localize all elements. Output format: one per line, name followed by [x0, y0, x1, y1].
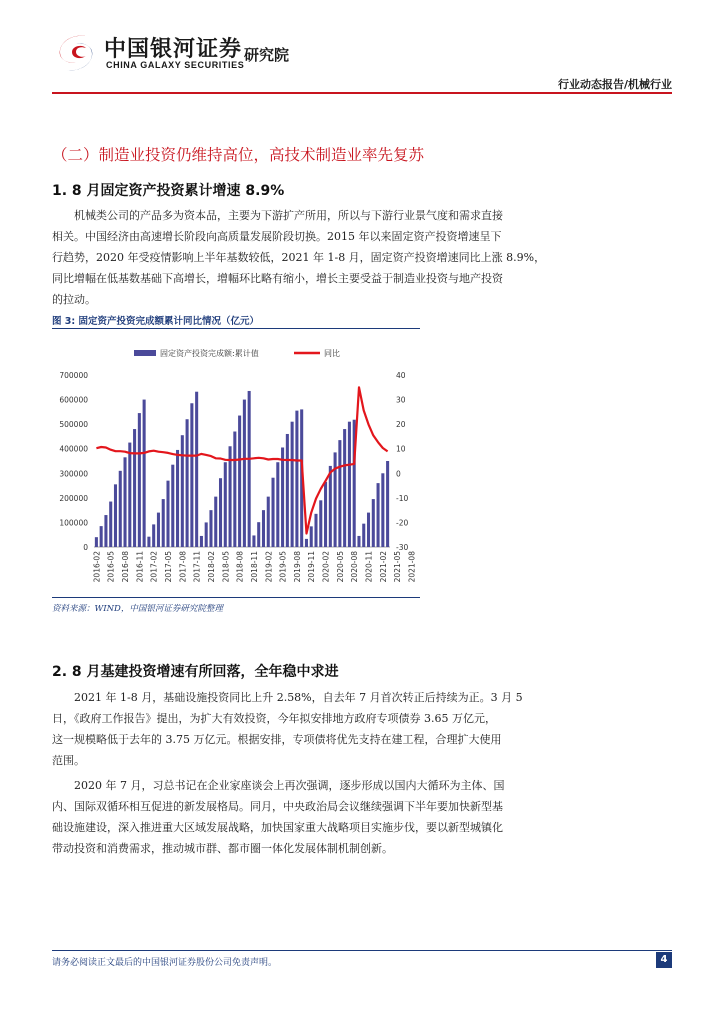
bar-mark: [343, 429, 346, 547]
bar-mark: [286, 434, 289, 547]
figure-caption-rule: [52, 328, 420, 329]
x-tick-label: 2020-08: [350, 551, 360, 583]
bar-mark: [114, 484, 117, 547]
x-tick-label: 2018-05: [221, 551, 231, 583]
bar-mark: [334, 452, 337, 547]
bar-mark: [248, 391, 251, 547]
y-right-tick-label: 10: [396, 444, 406, 454]
bar-mark: [205, 522, 208, 547]
bar-mark: [377, 483, 380, 547]
bar-mark: [233, 432, 236, 547]
bar-mark: [143, 400, 146, 547]
bar-mark: [272, 478, 275, 547]
logo-chinese-name: 中国银河证券: [104, 37, 243, 62]
bar-mark: [386, 461, 389, 547]
x-tick-label: 2019-08: [292, 551, 302, 583]
footer-rule: [52, 950, 672, 951]
text-line: 2020 年 7 月，习总书记在企业家座谈会上再次强调，逐步形成以国内大循环为主体、国: [74, 779, 505, 792]
bar-mark: [329, 466, 332, 547]
figure-caption: 图 3: 固定资产投资完成额累计同比情况（亿元）: [52, 316, 260, 327]
section-title: （二）制造业投资仍维持高位，高技术制造业率先复苏: [52, 146, 425, 164]
x-tick-label: 2020-05: [335, 551, 345, 583]
bar-mark: [190, 403, 193, 547]
bar-mark: [267, 497, 270, 547]
text-line: 相关。中国经济由高速增长阶段向高质量发展阶段切换。2015 年以来固定资产投资增速呈下: [52, 230, 502, 243]
paragraph-3: [52, 775, 672, 859]
bar-mark: [257, 522, 260, 547]
bar-mark: [171, 465, 174, 547]
bar-mark: [166, 481, 169, 547]
bar-mark: [157, 513, 160, 547]
logo-english-name: CHINA GALAXY SECURITIES: [106, 60, 245, 70]
figure-bottom-rule: [52, 597, 420, 598]
y-right-tick-label: 30: [396, 395, 406, 405]
bar-mark: [276, 462, 279, 547]
bar-mark: [357, 536, 360, 547]
x-tick-label: 2019-05: [278, 551, 288, 583]
legend-label-line: 同比: [324, 349, 340, 358]
text-line: 2021 年 1-8 月，基础设施投资同比上升 2.58%，自去年 7 月首次转正后持续为正。3 月 5: [74, 691, 523, 704]
disclaimer-note: 请务必阅读正文最后的中国银河证券股份公司免责声明。: [52, 958, 278, 968]
bar-mark: [100, 526, 103, 547]
bar-mark: [229, 446, 232, 547]
bar-mark: [147, 537, 150, 547]
x-tick-label: 2017-05: [164, 551, 173, 583]
x-tick-label: 2018-11: [249, 551, 259, 583]
bar-mark: [310, 526, 313, 547]
bar-mark: [319, 500, 322, 547]
bar-mark: [262, 510, 265, 547]
bar-mark: [104, 515, 107, 547]
subsection-title-2: 2. 8 月基建投资增速有所回落，全年稳中求进: [52, 664, 339, 680]
x-tick-label: 2016-11: [135, 551, 145, 583]
bar-mark: [138, 413, 141, 547]
text-line: 同比增幅在低基数基础下高增长，增幅环比略有缩小，增长主要受益于制造业投资与地产投资: [52, 272, 503, 285]
institute-label: 研究院: [244, 46, 290, 64]
x-tick-label: 2019-11: [307, 551, 317, 583]
bar-mark: [367, 513, 370, 547]
bar-mark: [181, 435, 184, 547]
x-tick-label: 2019-02: [264, 551, 274, 583]
header-rule: [52, 92, 672, 94]
x-tick-label: 2021-02: [378, 551, 388, 583]
x-tick-label: 2021-08: [407, 551, 417, 583]
x-tick-label: 2020-11: [364, 551, 374, 583]
bar-mark: [324, 482, 327, 547]
x-tick-label: 2020-02: [321, 551, 331, 583]
fixed-asset-investment-chart: [52, 335, 422, 597]
galaxy-logo-icon: [52, 30, 100, 76]
y-left-tick-label: 400000: [59, 444, 88, 454]
bar-mark: [362, 524, 365, 547]
text-line: 带动投资和消费需求，推动城市群、都市圈一体化发展体制机制创新。: [52, 842, 393, 855]
y-left-tick-label: 100000: [59, 518, 88, 528]
text-line: 日，《政府工作报告》提出，为扩大有效投资，今年拟安排地方政府专项债券 3.65 万亿元，: [52, 712, 496, 725]
x-tick-label: 2021-05: [393, 551, 403, 583]
y-left-tick-label: 500000: [59, 420, 88, 430]
legend-label-bar: 固定资产投资完成额:累计值: [160, 349, 259, 358]
bar-mark: [291, 422, 294, 547]
bar-mark: [381, 473, 384, 547]
bar-mark: [295, 411, 298, 547]
y-right-tick-label: -30: [396, 543, 409, 552]
x-tick-label: 2016-02: [92, 551, 102, 583]
figure-source: 资料来源：WIND，中国银河证券研究院整理: [52, 604, 223, 614]
bar-mark: [195, 392, 198, 547]
bar-mark: [338, 440, 341, 547]
text-line: 础设施建设，深入推进重大区域发展战略，加快国家重大战略项目实施步伐，要以新型城镇化: [52, 821, 503, 834]
y-left-tick-label: 700000: [59, 371, 88, 380]
x-tick-label: 2016-05: [106, 551, 116, 583]
bar-mark: [109, 502, 112, 547]
x-tick-label: 2017-08: [178, 551, 188, 583]
y-right-tick-label: -20: [396, 518, 409, 528]
brand-logo: [52, 30, 245, 76]
y-left-tick-label: 200000: [59, 493, 88, 503]
bar-mark: [162, 499, 165, 547]
paragraph-2: [52, 687, 672, 771]
y-left-tick-label: 600000: [59, 395, 88, 405]
bar-mark: [372, 499, 375, 547]
bar-mark: [348, 422, 351, 547]
bar-mark: [305, 539, 308, 547]
y-right-tick-label: 0: [396, 469, 401, 479]
y-left-tick-label: 300000: [59, 469, 88, 479]
text-line: 范围。: [52, 754, 85, 767]
y-right-tick-label: -10: [396, 493, 409, 503]
subsection-title-1: 1. 8 月固定资产投资累计增速 8.9%: [52, 183, 285, 199]
text-line: 内、国际双循环相互促进的新发展格局。同月，中央政治局会议继续强调下半年要加快新型基: [52, 800, 503, 813]
bar-mark: [128, 443, 131, 547]
bar-mark: [152, 524, 155, 547]
bar-mark: [133, 429, 136, 547]
bar-mark: [243, 400, 246, 547]
text-line: 的拉动。: [52, 293, 96, 306]
page-number: 4: [656, 952, 672, 968]
bar-mark: [281, 447, 284, 547]
y-right-tick-label: 40: [396, 371, 406, 380]
bar-mark: [176, 450, 179, 547]
x-tick-label: 2018-02: [206, 551, 216, 583]
report-type: 行业动态报告/机械行业: [557, 78, 672, 91]
bar-mark: [200, 536, 203, 547]
bar-mark: [314, 514, 317, 547]
x-tick-label: 2016-08: [121, 551, 131, 583]
bar-mark: [219, 478, 222, 547]
x-tick-label: 2017-11: [192, 551, 202, 583]
bar-mark: [252, 535, 255, 547]
bar-mark: [119, 471, 122, 547]
bar-mark: [224, 462, 227, 547]
bar-mark: [124, 457, 127, 547]
bar-mark: [209, 510, 212, 547]
bar-mark: [186, 419, 189, 547]
x-tick-label: 2018-08: [235, 551, 245, 583]
y-left-tick-label: 0: [83, 543, 88, 552]
text-line: 行趋势，2020 年受疫情影响上半年基数较低，2021 年 1-8 月，固定资产投资增速同比上涨 8.9%，: [52, 251, 546, 264]
bar-mark: [95, 537, 98, 547]
bar-mark: [214, 497, 217, 547]
text-line: 机械类公司的产品多为资本品，主要为下游扩产所用，所以与下游行业景气度和需求直接: [74, 209, 503, 222]
x-tick-label: 2017-02: [149, 551, 159, 583]
bar-mark: [238, 416, 241, 547]
legend-bar-swatch: [134, 350, 156, 356]
text-line: 这一规模略低于去年的 3.75 万亿元。根据安排，专项债将优先支持在建工程，合理扩大使用: [52, 733, 502, 746]
paragraph-1: [52, 205, 672, 310]
y-right-tick-label: 20: [396, 420, 406, 430]
